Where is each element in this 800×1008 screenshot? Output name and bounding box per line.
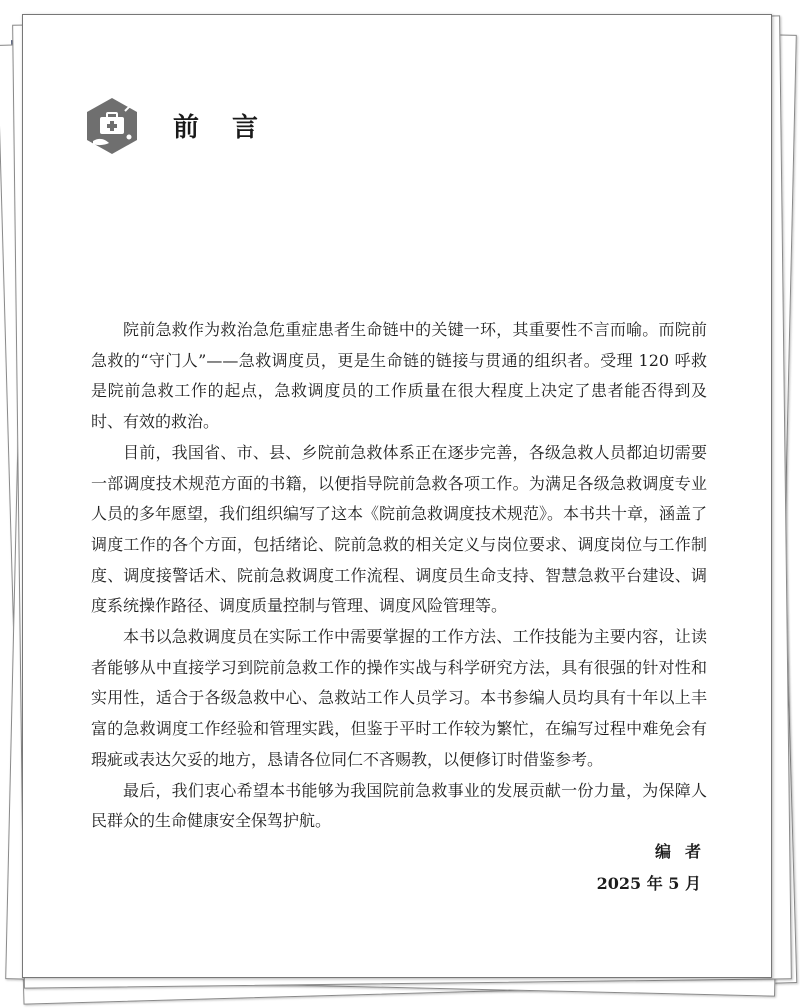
- signature-author: 编者: [654, 842, 715, 861]
- paragraph: 最后，我们衷心希望本书能够为我国院前急救事业的发展贡献一份力量，为保障人民群众的生命健康安全保驾护航。: [91, 780, 707, 831]
- preface-body: [91, 315, 707, 837]
- medical-kit-hexagon-icon: [85, 97, 139, 155]
- paragraph: 目前，我国省、市、县、乡院前急救体系正在逐步完善，各级急救人员都迫切需要一部调度技术规范方面的书籍，以便指导院前急救各项工作。为满足各级急救调度专业人员的多年愿望，我们组织编写了这本《院前急救调度技术规范》。本书共十章，涵盖了调度工作的各个方面，包括绪论、院前急救的相关定义与岗位要求、调度岗位与工作制度、调度接警话术、院前急救调度工作流程、调度员生命支持、智慧急救平台建设、调度系统操作路径、调度质量控制与管理、调度风险管理等。: [91, 442, 708, 616]
- paragraph: 本书以急救调度员在实际工作中需要掌握的工作方法、工作技能为主要内容，让读者能够从中直接学习到院前急救工作的操作实战与科学研究方法，具有很强的针对性和实用性，适合于各级急救中心、急救站工作人员学习。本书参编人员均具有十年以上丰富的急救调度工作经验和管理实践，但鉴于平时工作较为繁忙，在编写过程中难免会有瑕疵或表达欠妥的地方，恳请各位同仁不吝赐教，以便修订时借鉴参考。: [91, 627, 707, 769]
- signature-date: 2025 年 5 月: [596, 874, 701, 893]
- paragraph: 院前急救作为救治急危重症患者生命链中的关键一环，其重要性不言而喻。而院前急救的“守门人”——急救调度员，更是生命链的链接与贯通的组织者。受理 120 呼救是院前急救工作的起点，急救调度员的工作质量在很大程度上决定了患者能否得到及时、有效的救治。: [91, 320, 707, 432]
- document-page: [22, 14, 772, 978]
- page-title: 前 言: [173, 113, 271, 143]
